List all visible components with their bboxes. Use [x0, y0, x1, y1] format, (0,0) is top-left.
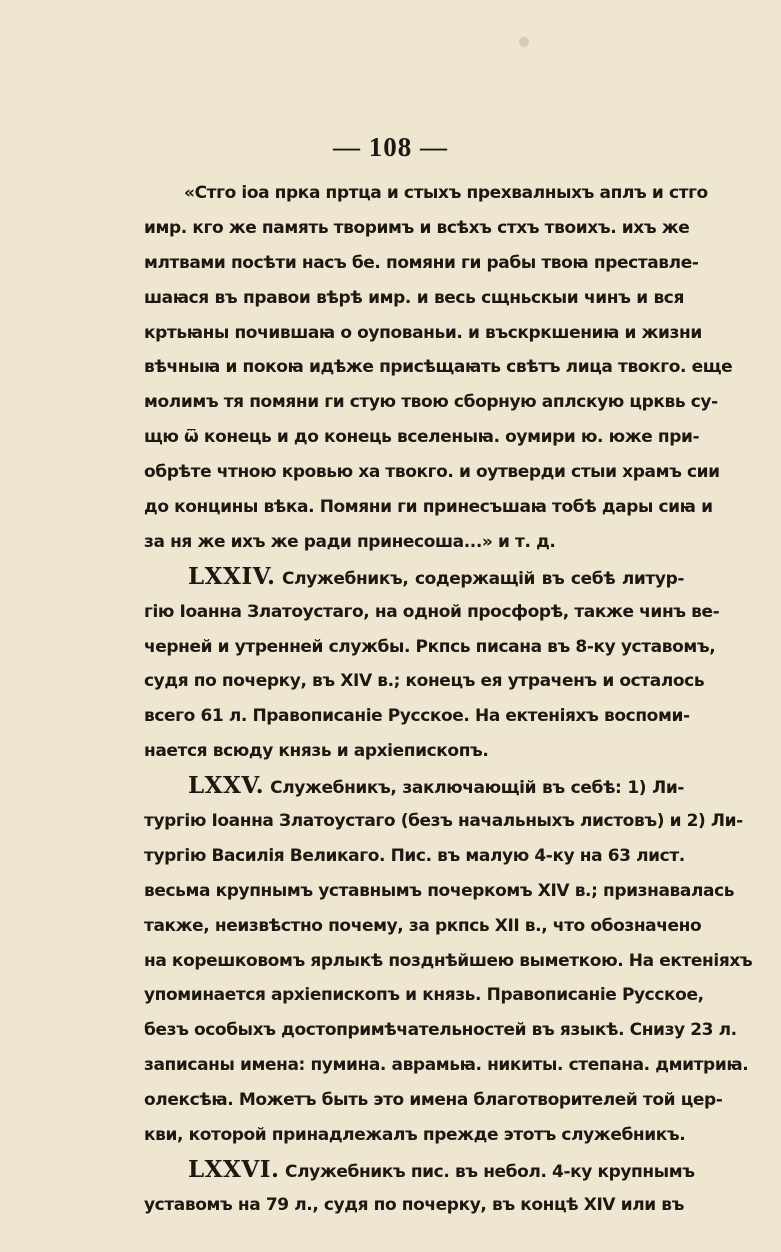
text-line	[144, 1048, 749, 1083]
line-text: Служебникъ пис. въ небол. 4-ку крупнымъ	[285, 1161, 695, 1182]
line-text: млтвами посѣти насъ бе. помяни ги рабы твоꙗ преставле-	[144, 252, 699, 273]
entry-number: LXXVI.	[188, 1155, 280, 1183]
text-line	[144, 176, 708, 211]
line-text: безъ особыхъ достопримѣчательностей въ языкѣ. Снизу 23 л.	[144, 1020, 737, 1041]
line-text: шаꙗся въ правои вѣрѣ имр. и весь сщньскыи чинъ и вся	[144, 287, 684, 308]
line-text: Служебникъ, содержащій въ себѣ литур-	[282, 568, 684, 589]
line-text: судя по почерку, въ XIV в.; конецъ ея утраченъ и осталось	[144, 671, 705, 692]
line-text: гію Іоанна Златоустаго, на одной просфорѣ, также чинъ ве-	[144, 601, 720, 622]
text-line	[144, 874, 735, 909]
text-line	[144, 664, 705, 699]
text-line	[144, 246, 699, 281]
line-text: тургію Іоанна Златоустаго (безъ начальныхъ листовъ) и 2) Ли-	[144, 811, 743, 832]
line-text: черней и утренней службы. Ркпсь писана въ 8-ку уставомъ,	[144, 636, 716, 657]
text-line	[144, 699, 690, 734]
line-text: также, неизвѣстно почему, за ркпсь XII в., что обозначено	[144, 915, 702, 936]
line-text: за ня же ихъ же ради принесоша...» и т. д.	[144, 531, 556, 552]
text-line	[144, 525, 684, 560]
page-number: — 108 —	[333, 132, 448, 162]
line-text: молимъ тя помяни ги стую твою сборную аплскую црквь су-	[144, 392, 718, 413]
text-line	[144, 734, 684, 769]
text-line	[144, 1013, 737, 1048]
text-line	[144, 839, 684, 874]
entry-number: LXXV.	[188, 772, 265, 800]
line-text: всего 61 л. Правописаніе Русское. На ектеніяхъ воспоми-	[144, 706, 690, 727]
line-text: Служебникъ, заключающій въ себѣ: 1) Ли-	[270, 778, 684, 799]
text-line	[144, 978, 704, 1013]
line-text: кви, которой принадлежалъ прежде этотъ служебникъ.	[144, 1125, 686, 1146]
paper-stain	[519, 37, 529, 47]
text-line	[144, 316, 702, 351]
text-line	[144, 281, 684, 316]
line-text: «Стго іоа прка пртца и стыхъ прехвалныхъ аплъ и стго	[184, 183, 708, 203]
text-line	[144, 385, 718, 420]
line-text: весьма крупнымъ уставнымъ почеркомъ XIV в.; признавалась	[144, 880, 735, 901]
line-text: на корешковомъ ярлыкѣ позднѣйшею выметкою. На ектеніяхъ	[144, 950, 753, 971]
text-line	[144, 420, 700, 455]
text-line	[144, 560, 684, 595]
text-line	[144, 1118, 684, 1153]
text-line	[144, 909, 702, 944]
line-text: олексѣꙗ. Можетъ быть это имена благотворителей той цер-	[144, 1090, 723, 1111]
line-text: до концины вѣка. Помяни ги принесъшаꙗ тобѣ дары сиꙗ и	[144, 497, 713, 518]
text-line	[144, 1153, 695, 1188]
text-line	[144, 1188, 684, 1223]
entry-number: LXXIV.	[188, 562, 276, 590]
text-line	[144, 769, 684, 804]
line-text: уставомъ на 79 л., судя по почерку, въ концѣ XIV или въ	[144, 1194, 685, 1215]
page-text	[144, 176, 753, 1223]
text-line	[144, 350, 733, 385]
text-line	[144, 490, 713, 525]
line-text: щю ѿ конець и до конець вселеныꙗ. оумири ю. юже при-	[144, 427, 700, 448]
text-line	[144, 595, 720, 630]
line-text: имр. кго же память творимъ и всѣхъ стхъ твоихъ. ихъ же	[144, 217, 690, 238]
line-text: упоминается архіепископъ и князь. Правописаніе Русское,	[144, 985, 704, 1006]
line-text: кртьꙗны почившаꙗ о оупованьи. и въскркшениꙗ и жизни	[144, 322, 702, 343]
line-text: нается всюду князь и архіепископъ.	[144, 741, 489, 762]
text-line	[144, 630, 716, 665]
text-line	[144, 804, 743, 839]
text-line	[144, 944, 753, 979]
text-line	[144, 211, 690, 246]
line-text: записаны имена: пумина. аврамьꙗ. никиты. степана. дмитриꙗ.	[144, 1055, 749, 1076]
text-line	[144, 455, 720, 490]
line-text: вѣчныꙗ и покоꙗ идѣже присѣщаꙗть свѣтъ лица твокго. еще	[144, 357, 733, 378]
line-text: тургію Василія Великаго. Пис. въ малую 4-ку на 63 лист.	[144, 845, 685, 866]
text-line	[144, 1083, 723, 1118]
line-text: обрѣте чтною кровью ха твокго. и оутверди стыи храмъ сии	[144, 462, 720, 483]
